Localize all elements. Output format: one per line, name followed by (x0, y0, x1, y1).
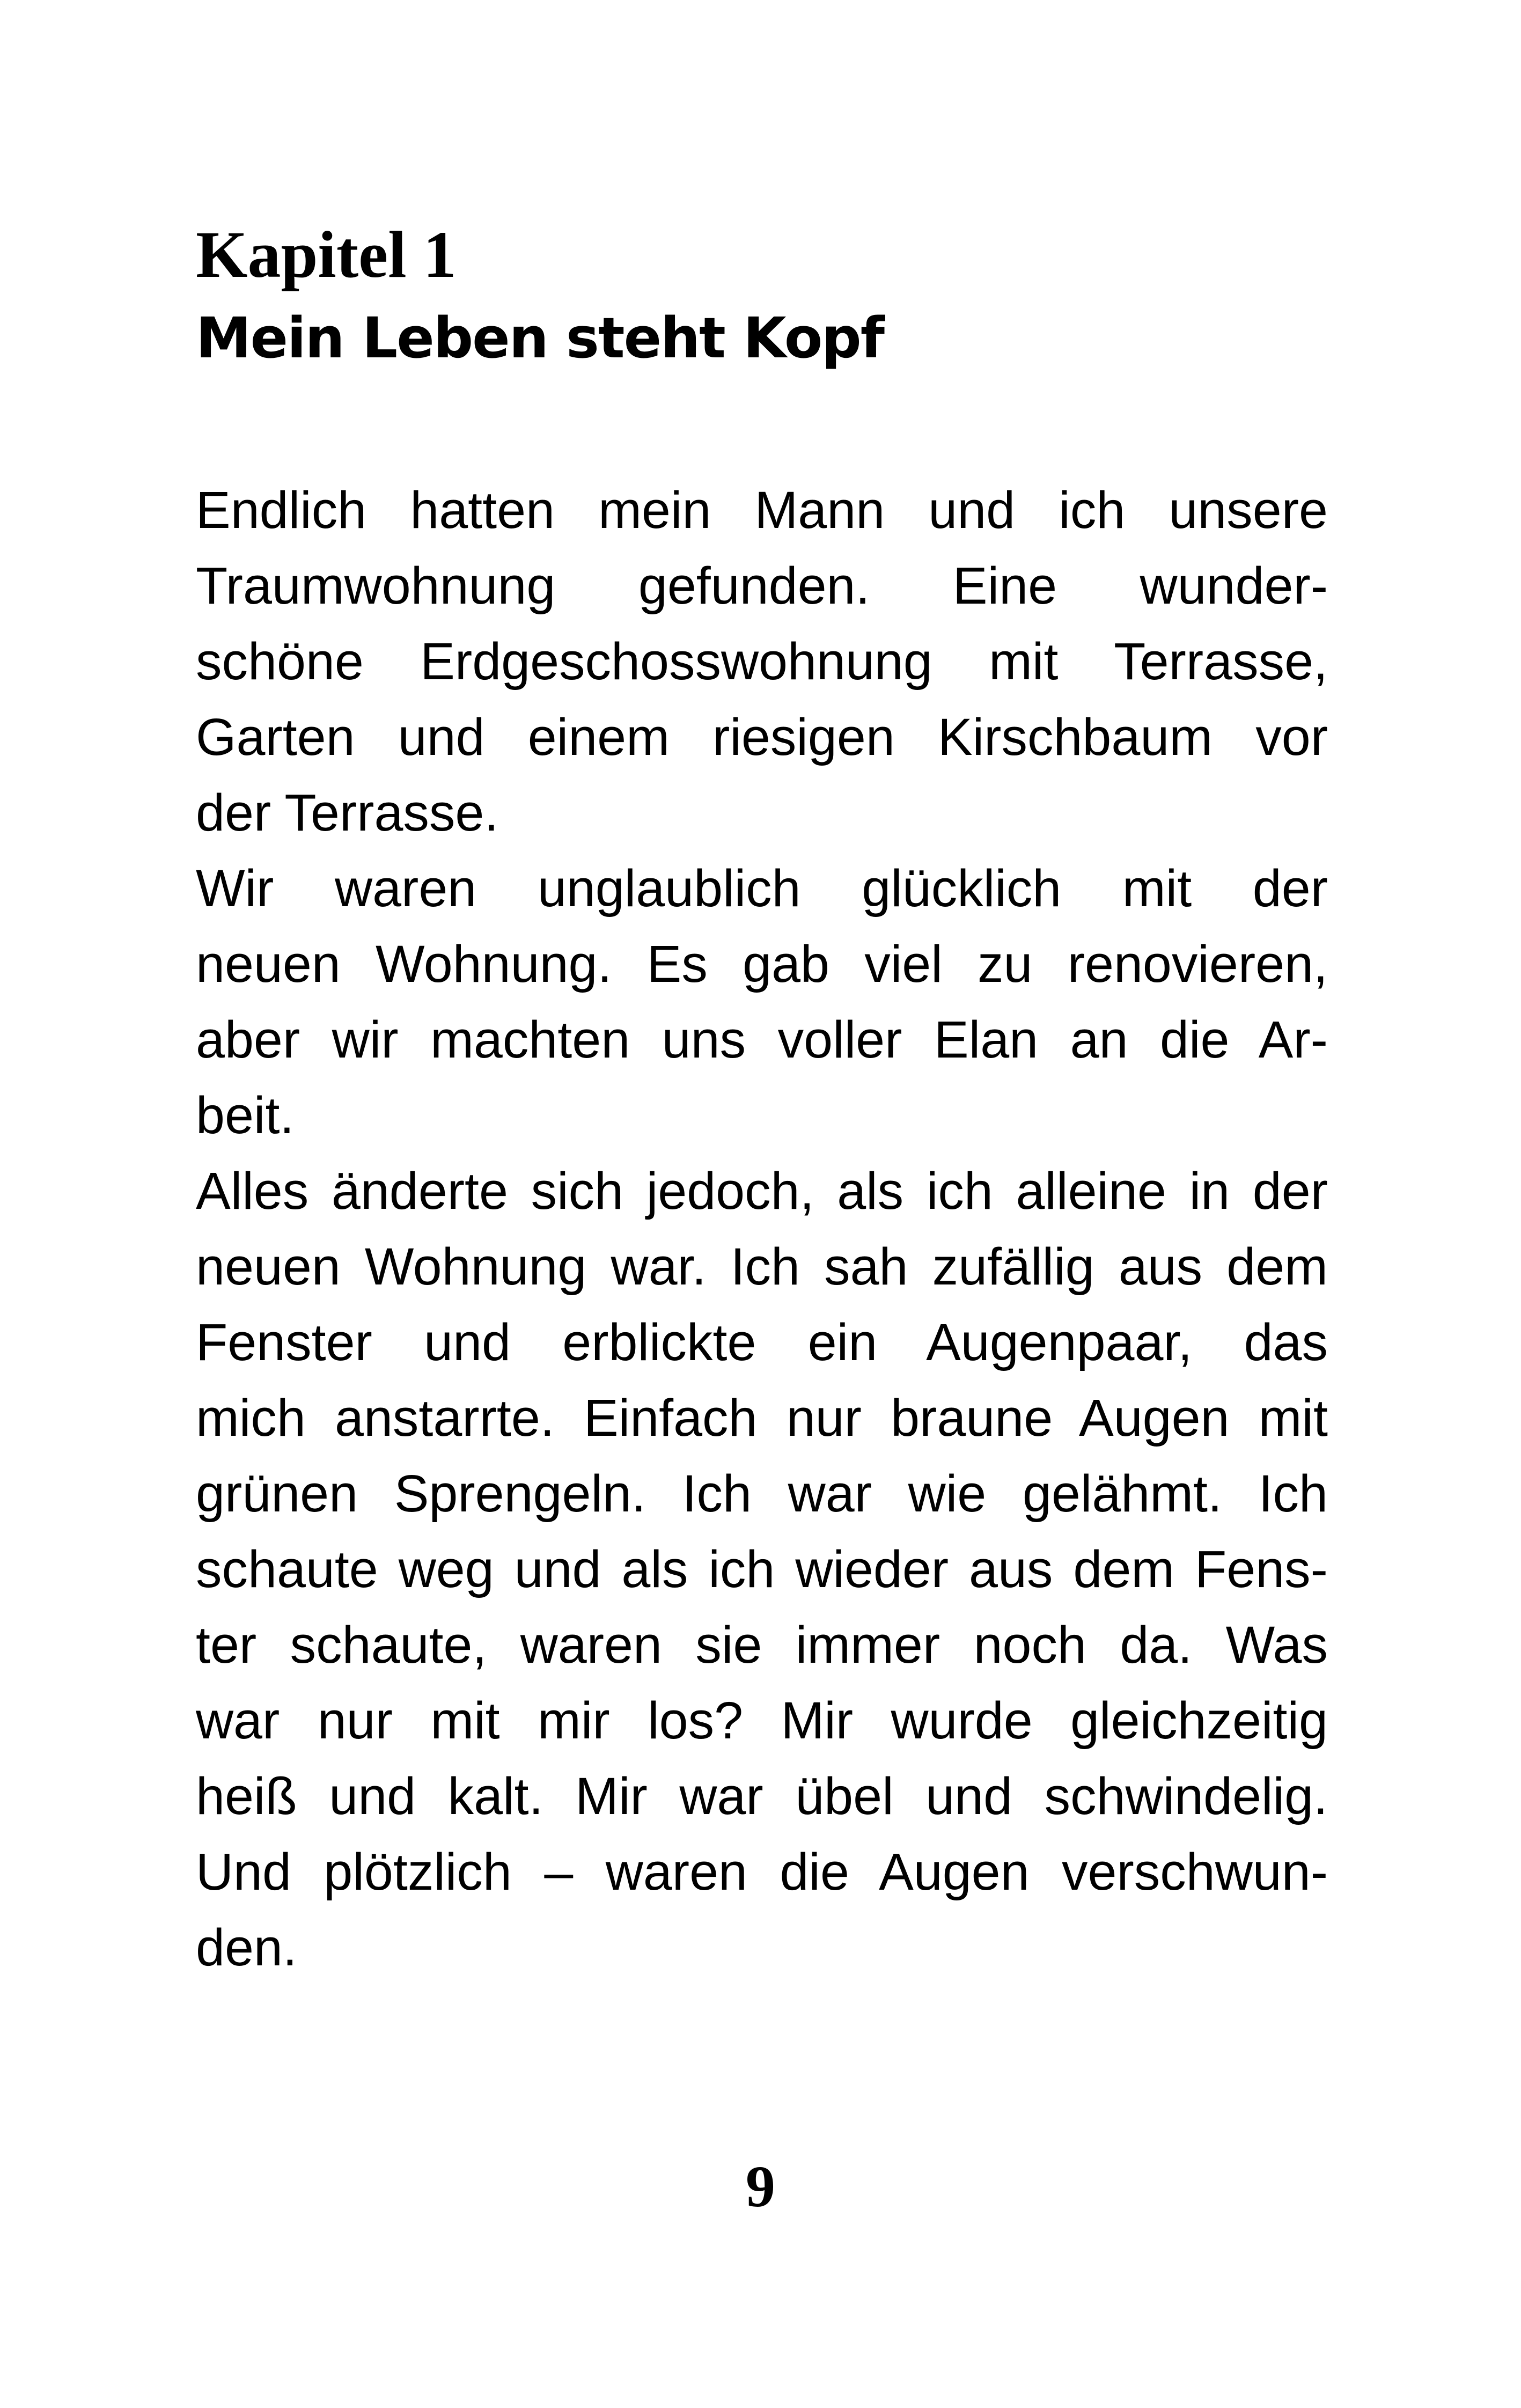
paragraph (196, 472, 1328, 850)
text-line: ter schaute, waren sie immer noch da. Was (196, 1616, 1328, 1674)
text-line: Alles änderte sich jedoch, als ich alleine in der (196, 1162, 1328, 1220)
text-line: beit. (196, 1086, 295, 1144)
text-line: schöne Erdgeschosswohnung mit Terrasse, (196, 632, 1328, 691)
text-line: Und plötzlich – waren die Augen verschwun- (196, 1842, 1328, 1901)
text-line: war nur mit mir los? Mir wurde gleichzeitig (196, 1691, 1328, 1750)
text-line: der Terrasse. (196, 783, 499, 842)
text-line: neuen Wohnung war. Ich sah zufällig aus dem (196, 1237, 1328, 1296)
text-line: den. (196, 1918, 297, 1977)
text-line: heiß und kalt. Mir war übel und schwindelig. (196, 1767, 1328, 1825)
chapter-number: Kapitel 1 (196, 218, 457, 291)
text-line: Endlich hatten mein Mann und ich unsere (196, 481, 1328, 539)
paragraph (196, 850, 1328, 1153)
text-line: Traumwohnung gefunden. Eine wunder- (196, 556, 1328, 615)
text-line: grünen Sprengeln. Ich war wie gelähmt. Ich (196, 1464, 1328, 1523)
text-line: neuen Wohnung. Es gab viel zu renovieren, (196, 935, 1328, 993)
text-line: schaute weg und als ich wieder aus dem Fens- (196, 1540, 1328, 1598)
text-line: Garten und einem riesigen Kirschbaum vor (196, 708, 1328, 766)
paragraph (196, 1153, 1328, 1985)
text-line: Fenster und erblickte ein Augenpaar, das (196, 1313, 1328, 1371)
text-line: Wir waren unglaublich glücklich mit der (196, 859, 1328, 917)
chapter-title: Mein Leben steht Kopf (196, 305, 884, 371)
text-line: mich anstarrte. Einfach nur braune Augen mit (196, 1389, 1328, 1447)
text-line: aber wir machten uns voller Elan an die Ar- (196, 1010, 1328, 1069)
page-number: 9 (746, 2154, 775, 2219)
chapter-body (196, 472, 1328, 1985)
